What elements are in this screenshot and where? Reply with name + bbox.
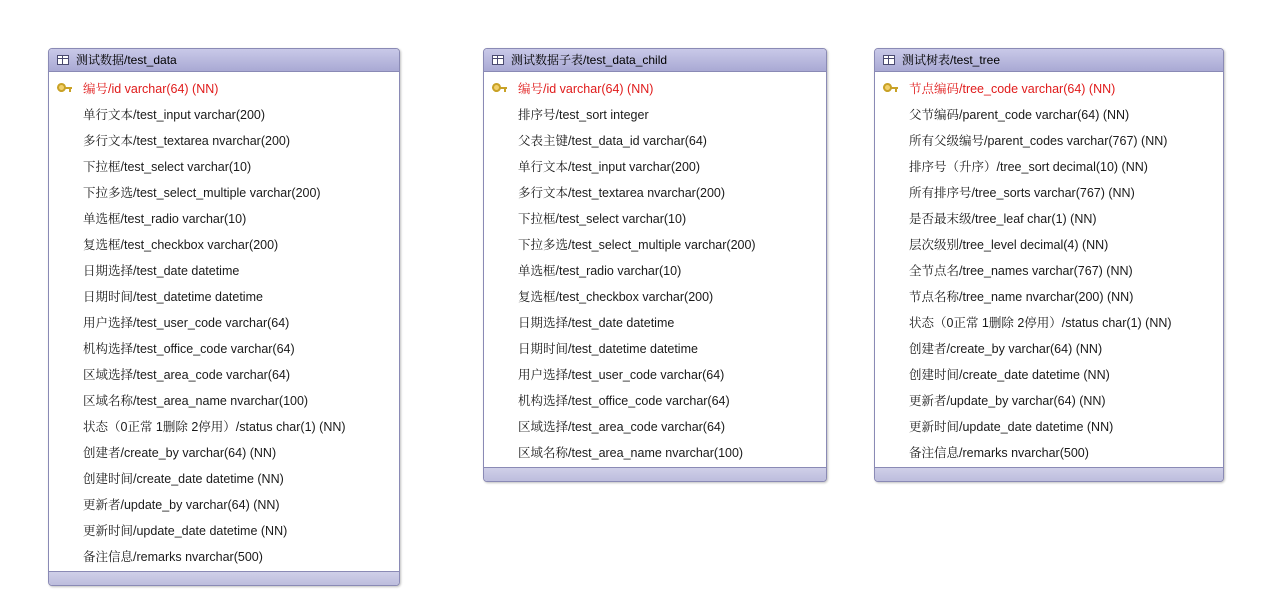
attribute-label: 更新时间/update_date datetime (NN) (83, 524, 288, 538)
attribute-row[interactable] (49, 439, 399, 465)
attribute-label: 节点名称/tree_name nvarchar(200) (NN) (909, 290, 1134, 304)
entity-header[interactable] (484, 49, 826, 72)
attribute-label: 状态（0正常 1删除 2停用）/status char(1) (NN) (909, 316, 1172, 330)
table-icon (57, 55, 69, 65)
attribute-label: 区域名称/test_area_name nvarchar(100) (83, 394, 309, 408)
attribute-label: 创建者/create_by varchar(64) (NN) (909, 342, 1103, 356)
attribute-label: 编号/id varchar(64) (NN) (83, 82, 219, 96)
table-icon (492, 55, 504, 65)
entity-attribute-list (484, 72, 826, 467)
attribute-label: 下拉多选/test_select_multiple varchar(200) (83, 186, 321, 200)
attribute-label: 多行文本/test_textarea nvarchar(200) (83, 134, 291, 148)
attribute-label: 机构选择/test_office_code varchar(64) (518, 394, 730, 408)
attribute-row[interactable] (49, 465, 399, 491)
attribute-row[interactable] (875, 439, 1223, 465)
entity-footer (875, 467, 1223, 481)
attribute-label: 下拉框/test_select varchar(10) (83, 160, 252, 174)
key-icon (883, 83, 898, 94)
attribute-row[interactable] (49, 309, 399, 335)
attribute-row[interactable] (875, 75, 1223, 101)
attribute-row[interactable] (49, 361, 399, 387)
key-icon (492, 83, 507, 94)
attribute-row[interactable] (875, 101, 1223, 127)
attribute-label: 用户选择/test_user_code varchar(64) (83, 316, 290, 330)
attribute-row[interactable] (484, 361, 826, 387)
attribute-row[interactable] (49, 75, 399, 101)
attribute-label: 日期选择/test_date datetime (83, 264, 240, 278)
key-icon (57, 83, 72, 94)
attribute-row[interactable] (49, 231, 399, 257)
entity-attribute-list (49, 72, 399, 571)
attribute-label: 备注信息/remarks nvarchar(500) (83, 550, 263, 564)
attribute-label: 日期时间/test_datetime datetime (518, 342, 698, 356)
entity-test_tree[interactable] (874, 48, 1224, 482)
attribute-label: 多行文本/test_textarea nvarchar(200) (518, 186, 726, 200)
entity-test_data[interactable] (48, 48, 400, 586)
entity-attribute-list (875, 72, 1223, 467)
attribute-row[interactable] (49, 517, 399, 543)
attribute-label: 是否最末级/tree_leaf char(1) (NN) (909, 212, 1097, 226)
attribute-row[interactable] (49, 101, 399, 127)
attribute-label: 所有父级编号/parent_codes varchar(767) (NN) (909, 134, 1168, 148)
attribute-row[interactable] (875, 283, 1223, 309)
attribute-label: 创建时间/create_date datetime (NN) (909, 368, 1110, 382)
entity-title: 测试数据子表/test_data_child (511, 53, 668, 67)
attribute-row[interactable] (49, 179, 399, 205)
attribute-row[interactable] (484, 309, 826, 335)
primary-key-icon (883, 83, 909, 94)
attribute-label: 排序号（升序）/tree_sort decimal(10) (NN) (909, 160, 1148, 174)
attribute-row[interactable] (49, 127, 399, 153)
attribute-label: 单选框/test_radio varchar(10) (518, 264, 682, 278)
attribute-label: 创建者/create_by varchar(64) (NN) (83, 446, 277, 460)
attribute-row[interactable] (484, 75, 826, 101)
attribute-label: 单选框/test_radio varchar(10) (83, 212, 247, 226)
attribute-row[interactable] (484, 179, 826, 205)
attribute-row[interactable] (49, 335, 399, 361)
entity-header[interactable] (875, 49, 1223, 72)
attribute-label: 复选框/test_checkbox varchar(200) (518, 290, 714, 304)
attribute-label: 更新者/update_by varchar(64) (NN) (83, 498, 280, 512)
attribute-row[interactable] (484, 439, 826, 465)
attribute-label: 单行文本/test_input varchar(200) (518, 160, 701, 174)
attribute-label: 下拉多选/test_select_multiple varchar(200) (518, 238, 756, 252)
entity-title: 测试数据/test_data (76, 53, 177, 67)
primary-key-icon (57, 83, 83, 94)
attribute-row[interactable] (484, 257, 826, 283)
attribute-row[interactable] (49, 257, 399, 283)
attribute-row[interactable] (49, 283, 399, 309)
attribute-row[interactable] (484, 101, 826, 127)
entity-title: 测试树表/test_tree (902, 53, 1001, 67)
attribute-label: 编号/id varchar(64) (NN) (518, 82, 654, 96)
attribute-label: 节点编码/tree_code varchar(64) (NN) (909, 82, 1116, 96)
attribute-label: 父表主键/test_data_id varchar(64) (518, 134, 707, 148)
table-icon (883, 55, 895, 65)
entity-footer (49, 571, 399, 585)
attribute-label: 更新时间/update_date datetime (NN) (909, 420, 1114, 434)
attribute-row[interactable] (484, 153, 826, 179)
attribute-label: 状态（0正常 1删除 2停用）/status char(1) (NN) (83, 420, 346, 434)
attribute-row[interactable] (875, 205, 1223, 231)
attribute-label: 创建时间/create_date datetime (NN) (83, 472, 284, 486)
attribute-label: 复选框/test_checkbox varchar(200) (83, 238, 279, 252)
attribute-row[interactable] (484, 387, 826, 413)
attribute-label: 层次级别/tree_level decimal(4) (NN) (909, 238, 1109, 252)
entity-header[interactable] (49, 49, 399, 72)
attribute-row[interactable] (49, 205, 399, 231)
attribute-label: 机构选择/test_office_code varchar(64) (83, 342, 295, 356)
attribute-row[interactable] (484, 283, 826, 309)
attribute-label: 所有排序号/tree_sorts varchar(767) (NN) (909, 186, 1135, 200)
attribute-label: 下拉框/test_select varchar(10) (518, 212, 687, 226)
attribute-row[interactable] (49, 491, 399, 517)
entity-footer (484, 467, 826, 481)
attribute-row[interactable] (49, 387, 399, 413)
attribute-row[interactable] (875, 257, 1223, 283)
attribute-label: 单行文本/test_input varchar(200) (83, 108, 266, 122)
attribute-row[interactable] (875, 153, 1223, 179)
attribute-row[interactable] (484, 205, 826, 231)
entity-test_data_child[interactable] (483, 48, 827, 482)
attribute-row[interactable] (49, 153, 399, 179)
attribute-label: 排序号/test_sort integer (518, 108, 649, 122)
attribute-row[interactable] (484, 413, 826, 439)
attribute-row[interactable] (875, 231, 1223, 257)
attribute-row[interactable] (875, 387, 1223, 413)
attribute-row[interactable] (875, 335, 1223, 361)
attribute-row[interactable] (875, 413, 1223, 439)
attribute-label: 用户选择/test_user_code varchar(64) (518, 368, 725, 382)
attribute-label: 全节点名/tree_names varchar(767) (NN) (909, 264, 1133, 278)
attribute-row[interactable] (484, 335, 826, 361)
attribute-label: 日期时间/test_datetime datetime (83, 290, 263, 304)
attribute-row[interactable] (49, 543, 399, 569)
attribute-row[interactable] (875, 179, 1223, 205)
attribute-label: 区域选择/test_area_code varchar(64) (83, 368, 291, 382)
attribute-row[interactable] (875, 127, 1223, 153)
attribute-label: 日期选择/test_date datetime (518, 316, 675, 330)
attribute-row[interactable] (875, 309, 1223, 335)
attribute-label: 备注信息/remarks nvarchar(500) (909, 446, 1089, 460)
attribute-label: 父节编码/parent_code varchar(64) (NN) (909, 108, 1130, 122)
attribute-row[interactable] (484, 127, 826, 153)
attribute-label: 区域名称/test_area_name nvarchar(100) (518, 446, 744, 460)
attribute-row[interactable] (484, 231, 826, 257)
attribute-label: 区域选择/test_area_code varchar(64) (518, 420, 726, 434)
attribute-label: 更新者/update_by varchar(64) (NN) (909, 394, 1106, 408)
attribute-row[interactable] (49, 413, 399, 439)
attribute-row[interactable] (875, 361, 1223, 387)
primary-key-icon (492, 83, 518, 94)
